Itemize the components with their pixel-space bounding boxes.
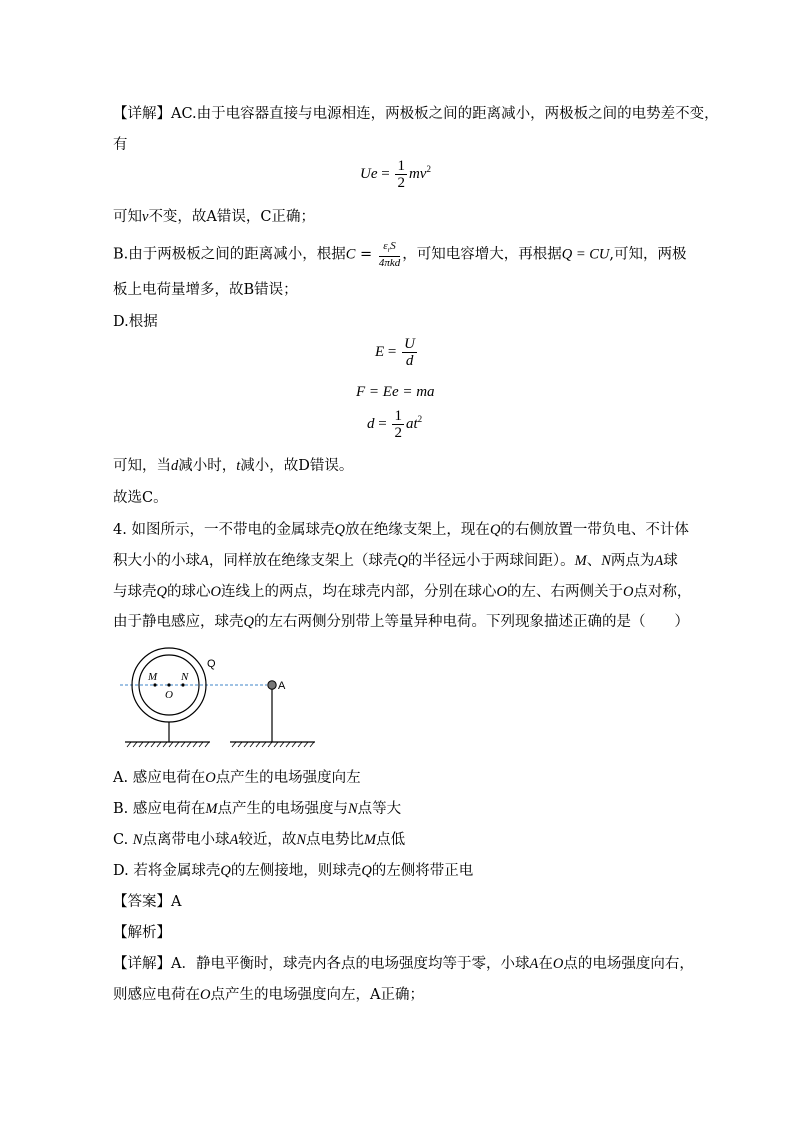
detail-2-line-2: 则感应电荷在O点产生的电场强度向左，A正确； (113, 987, 424, 1003)
equation-force: F = Ee = ma (356, 384, 435, 400)
analysis-line: 【解析】 (113, 925, 171, 941)
detail-paragraph-1: 【详解】AC.由于电容器直接与电源相连，两极板之间的距离减小，两极板之间的电势差不变， (113, 106, 719, 122)
point-o (167, 683, 170, 686)
label-a: A (278, 680, 286, 692)
ball-a (268, 681, 276, 689)
answer-value: A (171, 894, 182, 910)
question-line-2: 积大小的小球A，同样放在绝缘支架上（球壳Q的半径远小于两球间距）。M、N两点为A球 (113, 553, 678, 569)
line-b: B.由于两极板之间的距离减小，根据C = $\frac{\varepsilon_rS}{\text{4πkd}}$ ，可知电容增大，再根据Q = CU,可知，两极 (113, 240, 687, 270)
question-line-1: 4. 如图所示，一不带电的金属球壳Q放在绝缘支架上，现在Q的右侧放置一带负电、不计体 (113, 522, 689, 538)
detail-label: 【详解】 (113, 106, 171, 122)
label-n: N (181, 671, 189, 683)
label-o: O (165, 689, 173, 701)
question-line-4: 由于静电感应，球壳Q的左右两侧分别带上等量异种电荷。下列现象描述正确的是（ ） (113, 614, 689, 630)
option-b: B. 感应电荷在M点产生的电场强度与N点等大 (113, 801, 402, 817)
detail-paragraph-1-cont: 有 (113, 137, 128, 153)
equation-displacement: d = $\frac{1}{2}$ $at^2$ (367, 408, 423, 441)
answer-line (113, 892, 181, 912)
equation-energy: Ue = $\frac{1}{2}$ $mv^2$ (360, 158, 431, 191)
ball-ground-hatch (232, 742, 314, 747)
line-v-unchanged: 可知v不变，故A错误，C正确； (113, 209, 316, 225)
line-d: D.根据 (113, 314, 158, 330)
point-m (153, 683, 156, 686)
answer-label: 【答案】 (113, 894, 171, 910)
physics-figure (115, 645, 325, 753)
label-m: M (148, 671, 158, 683)
point-n (181, 683, 184, 686)
line-b-cont: 板上电荷量增多，故B错误； (113, 282, 298, 298)
capacitance-fraction: $\frac{\varepsilon_rS}{\text{4πkd}}$ (378, 240, 401, 270)
option-c: C. N点离带电小球A较近，故N点电势比M点低 (113, 832, 406, 848)
question-line-3: 与球壳Q的球心O连线上的两点，均在球壳内部，分别在球心O的左、右两侧关于O点对称， (113, 584, 692, 600)
option-d: D. 若将金属球壳Q的左侧接地，则球壳Q的左侧将带正电 (113, 863, 474, 879)
detail-2-line-1: 【详解】A．静电平衡时，球壳内各点的电场强度均等于零，小球A在O点的电场强度向右， (113, 956, 694, 972)
option-a: A. 感应电荷在O点产生的电场强度向左 (113, 770, 361, 786)
line-select: 故选C。 (113, 490, 168, 506)
line-conclusion: 可知，当d减小时，t减小，故D错误。 (113, 458, 354, 474)
label-q: Q (207, 658, 216, 670)
equation-field: E = $\frac{U}{d}$ (375, 336, 415, 369)
shell-ground-hatch (127, 742, 209, 747)
